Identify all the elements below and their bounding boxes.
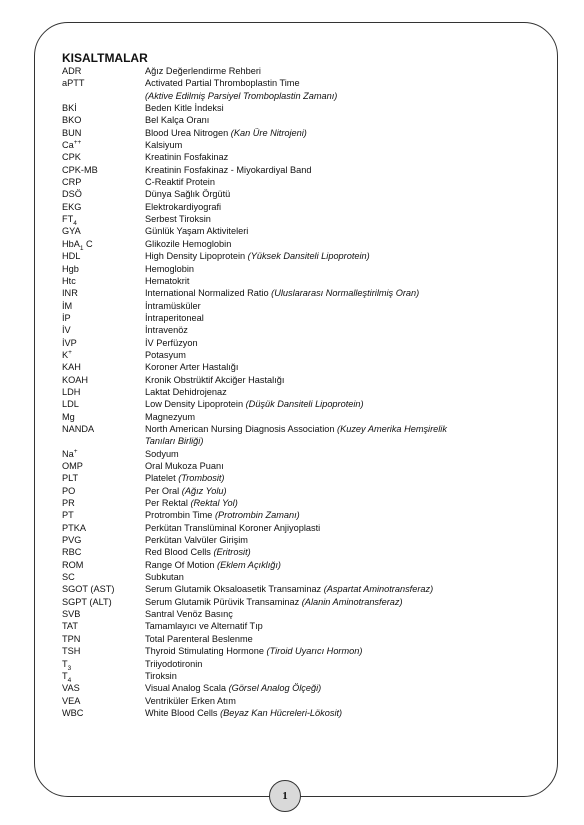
abbreviation-text: HDL	[62, 251, 81, 262]
abbreviation-definition	[145, 596, 532, 608]
abbreviation-text: DSÖ	[62, 189, 82, 200]
abbreviation-text: CRP	[62, 177, 82, 188]
abbreviation-text: LDH	[62, 386, 81, 397]
definition-text: Serum Glutamik Oksaloasetik Transaminaz	[145, 584, 324, 595]
abbreviation-superscript: +	[73, 447, 78, 455]
definition-text: Laktat Dehidrojenaz	[145, 386, 227, 397]
abbreviation-subscript: 4	[67, 676, 72, 684]
abbreviation-text: Ca	[62, 140, 74, 151]
abbreviation-definition	[145, 102, 532, 114]
abbreviation-term	[62, 164, 145, 176]
abbreviation-row	[62, 213, 532, 225]
section-heading: KISALTMALAR	[62, 51, 148, 65]
abbreviation-term	[62, 559, 145, 571]
abbreviation-definition	[145, 522, 532, 534]
definition-text: Activated Partial Thromboplastin Time	[145, 78, 300, 89]
abbreviation-row	[62, 312, 532, 324]
abbreviation-text: PO	[62, 485, 76, 496]
abbreviation-definition	[145, 411, 532, 423]
abbreviation-text: EKG	[62, 201, 82, 212]
abbreviation-text: Htc	[62, 275, 76, 286]
abbreviation-suffix: C	[83, 238, 93, 249]
abbreviation-term	[62, 65, 145, 77]
abbreviation-term	[62, 201, 145, 213]
definition-text: Elektrokardiyografi	[145, 201, 222, 212]
definition-translation-continued: (Aktive Edilmiş Parsiyel Tromboplastin Zamanı)	[145, 90, 338, 101]
abbreviation-text: T	[62, 658, 68, 669]
abbreviation-definition	[145, 423, 532, 448]
abbreviation-term	[62, 188, 145, 200]
abbreviation-definition	[145, 472, 532, 484]
abbreviation-definition	[145, 151, 532, 163]
abbreviation-row	[62, 583, 532, 595]
abbreviation-row	[62, 275, 532, 287]
page-number: 1	[282, 790, 288, 802]
abbreviation-term	[62, 707, 145, 719]
abbreviation-term	[62, 102, 145, 114]
abbreviation-row	[62, 287, 532, 299]
abbreviation-term	[62, 534, 145, 546]
abbreviation-row	[62, 534, 532, 546]
abbreviation-text: KOAH	[62, 374, 89, 385]
definition-translation: (Düşük Dansiteli Lipoprotein)	[245, 399, 364, 410]
definition-translation: (Yüksek Dansiteli Lipoprotein)	[247, 251, 370, 262]
abbreviation-text: PLT	[62, 473, 79, 484]
abbreviation-text: Hgb	[62, 263, 79, 274]
abbreviation-text: KAH	[62, 362, 81, 373]
abbreviation-row	[62, 225, 532, 237]
abbreviation-definition	[145, 250, 532, 262]
abbreviation-term	[62, 225, 145, 237]
definition-translation: (Rektal Yol)	[190, 498, 238, 509]
definition-text: Visual Analog Scala	[145, 683, 229, 694]
abbreviation-text: PR	[62, 498, 75, 509]
abbreviation-term	[62, 411, 145, 423]
definition-text: Kalsiyum	[145, 140, 183, 151]
abbreviation-text: NANDA	[62, 423, 95, 434]
abbreviation-definition	[145, 337, 532, 349]
abbreviation-text: PTKA	[62, 522, 86, 533]
abbreviation-text: BUN	[62, 127, 82, 138]
abbreviation-definition	[145, 546, 532, 558]
abbreviation-row	[62, 238, 532, 250]
definition-translation-continued: Tanıları Birliği)	[145, 436, 204, 447]
abbreviation-definition	[145, 448, 532, 460]
abbreviation-text: ROM	[62, 559, 84, 570]
abbreviation-row	[62, 77, 532, 102]
abbreviation-term	[62, 658, 145, 670]
abbreviation-term	[62, 263, 145, 275]
abbreviation-text: K	[62, 349, 69, 360]
abbreviation-text: SVB	[62, 609, 81, 620]
abbreviation-term	[62, 312, 145, 324]
abbreviation-row	[62, 645, 532, 657]
definition-text: Kronik Obstrüktif Akciğer Hastalığı	[145, 374, 285, 385]
definition-text: Koroner Arter Hastalığı	[145, 362, 239, 373]
abbreviation-definition	[145, 386, 532, 398]
definition-text: White Blood Cells	[145, 707, 221, 718]
abbreviation-row	[62, 151, 532, 163]
definition-translation: (Alanin Aminotransferaz)	[301, 596, 403, 607]
abbreviation-term	[62, 472, 145, 484]
definition-text: İntramüsküler	[145, 300, 201, 311]
definition-text: Hemoglobin	[145, 263, 195, 274]
abbreviation-term	[62, 620, 145, 632]
abbreviation-term	[62, 596, 145, 608]
definition-text: Hematokrit	[145, 275, 190, 286]
abbreviation-term	[62, 460, 145, 472]
abbreviation-text: aPTT	[62, 78, 85, 89]
abbreviation-text: FT	[62, 214, 74, 225]
definition-text: Range Of Motion	[145, 559, 218, 570]
definition-text: Thyroid Stimulating Hormone	[145, 646, 267, 657]
abbreviation-term	[62, 349, 145, 361]
abbreviation-row	[62, 411, 532, 423]
abbreviation-definition	[145, 139, 532, 151]
definition-text: Per Oral	[145, 485, 182, 496]
abbreviation-row	[62, 361, 532, 373]
abbreviation-term	[62, 213, 145, 225]
abbreviation-term	[62, 682, 145, 694]
abbreviation-definition	[145, 559, 532, 571]
definition-text: North American Nursing Diagnosis Association	[145, 423, 338, 434]
abbreviation-definition	[145, 114, 532, 126]
abbreviation-row	[62, 571, 532, 583]
definition-text: Triiyodotironin	[145, 658, 203, 669]
abbreviation-text: ADR	[62, 66, 82, 76]
abbreviation-term	[62, 139, 145, 151]
definition-text: Günlük Yaşam Aktiviteleri	[145, 226, 249, 237]
abbreviation-row	[62, 349, 532, 361]
abbreviation-term	[62, 485, 145, 497]
definition-text: Tamamlayıcı ve Alternatif Tıp	[145, 621, 263, 632]
definition-text: Red Blood Cells	[145, 547, 214, 558]
abbreviation-row	[62, 324, 532, 336]
abbreviation-row	[62, 127, 532, 139]
abbreviation-row	[62, 201, 532, 213]
definition-text: Protrombin Time	[145, 510, 215, 521]
abbreviation-row	[62, 176, 532, 188]
abbreviation-row	[62, 460, 532, 472]
abbreviation-text: PVG	[62, 535, 82, 546]
abbreviation-text: TPN	[62, 633, 81, 644]
abbreviation-definition	[145, 176, 532, 188]
abbreviation-row	[62, 670, 532, 682]
page-number-badge	[269, 780, 301, 812]
definition-text: Beden Kitle İndeksi	[145, 103, 224, 114]
definition-text: Total Parenteral Beslenme	[145, 633, 253, 644]
abbreviation-row	[62, 522, 532, 534]
abbreviation-subscript: 1	[79, 244, 84, 252]
abbreviation-text: SC	[62, 572, 75, 583]
abbreviation-row	[62, 114, 532, 126]
abbreviation-definition	[145, 583, 532, 595]
definition-text: İV Perfüzyon	[145, 337, 198, 348]
abbreviation-row	[62, 188, 532, 200]
abbreviation-term	[62, 645, 145, 657]
definition-translation: (Ağız Yolu)	[181, 485, 227, 496]
abbreviation-definition	[145, 324, 532, 336]
abbreviation-definition	[145, 670, 532, 682]
definition-text: İntraperitoneal	[145, 312, 204, 323]
abbreviation-row	[62, 65, 532, 77]
definition-text: Subkutan	[145, 572, 184, 583]
abbreviation-term	[62, 238, 145, 250]
abbreviation-text: T	[62, 670, 68, 681]
abbreviation-text: PT	[62, 510, 74, 521]
definition-text: Glikozile Hemoglobin	[145, 238, 232, 249]
definition-text: Perkütan Translüminal Koroner Anjiyoplasti	[145, 522, 321, 533]
definition-text: Ventriküler Erken Atım	[145, 695, 236, 706]
abbreviation-definition	[145, 682, 532, 694]
abbreviation-text: SGOT (AST)	[62, 584, 115, 595]
abbreviation-definition	[145, 497, 532, 509]
abbreviation-definition	[145, 287, 532, 299]
definition-text: Serbest Tiroksin	[145, 214, 211, 225]
abbreviation-term	[62, 324, 145, 336]
abbreviation-subscript: 4	[73, 219, 77, 227]
abbreviation-definition	[145, 485, 532, 497]
definition-text: Sodyum	[145, 448, 179, 459]
abbreviation-row	[62, 596, 532, 608]
abbreviation-text: BKO	[62, 115, 82, 126]
abbreviation-term	[62, 77, 145, 102]
abbreviation-row	[62, 263, 532, 275]
abbreviation-row	[62, 250, 532, 262]
definition-translation: (Aspartat Aminotransferaz)	[323, 584, 434, 595]
definition-text: International Normalized Ratio	[145, 288, 272, 299]
abbreviation-text: CPK-MB	[62, 164, 98, 175]
abbreviation-term	[62, 583, 145, 595]
definition-text: Kreatinin Fosfakinaz	[145, 152, 229, 163]
abbreviation-text: HbA	[62, 238, 80, 249]
abbreviation-definition	[145, 201, 532, 213]
abbreviation-row	[62, 448, 532, 460]
abbreviation-text: SGPT (ALT)	[62, 596, 112, 607]
abbreviation-superscript: +	[68, 348, 72, 356]
abbreviation-text: OMP	[62, 461, 83, 471]
abbreviation-term	[62, 608, 145, 620]
abbreviation-definition	[145, 695, 532, 707]
abbreviation-row	[62, 300, 532, 312]
abbreviation-text: İVP	[62, 337, 77, 348]
abbreviation-row	[62, 546, 532, 558]
abbreviation-text: Na	[62, 448, 74, 459]
definition-text: C-Reaktif Protein	[145, 177, 215, 188]
definition-text: Low Density Lipoprotein	[145, 399, 246, 410]
abbreviation-text: İP	[62, 312, 71, 323]
abbreviation-term	[62, 361, 145, 373]
abbreviation-row	[62, 559, 532, 571]
abbreviation-term	[62, 522, 145, 534]
abbreviations-section	[62, 52, 532, 719]
abbreviation-term	[62, 670, 145, 682]
abbreviation-term	[62, 633, 145, 645]
abbreviation-definition	[145, 645, 532, 657]
abbreviation-definition	[145, 275, 532, 287]
abbreviation-definition	[145, 164, 532, 176]
definition-text: Oral Mukoza Puanı	[145, 461, 224, 471]
abbreviation-text: İM	[62, 300, 73, 311]
definition-text: Tiroksin	[145, 670, 177, 681]
abbreviation-row	[62, 695, 532, 707]
abbreviation-text: RBC	[62, 547, 82, 558]
abbreviation-row	[62, 497, 532, 509]
abbreviation-term	[62, 695, 145, 707]
definition-translation: (Uluslararası Normalleştirilmiş Oran)	[271, 288, 420, 299]
abbreviation-row	[62, 423, 532, 448]
abbreviation-row	[62, 509, 532, 521]
abbreviation-row	[62, 164, 532, 176]
abbreviation-subscript: 3	[67, 664, 72, 672]
abbreviation-term	[62, 509, 145, 521]
abbreviation-row	[62, 398, 532, 410]
definition-translation: (Beyaz Kan Hücreleri-Lökosit)	[220, 707, 343, 718]
abbreviation-row	[62, 707, 532, 719]
abbreviation-definition	[145, 213, 532, 225]
abbreviation-definition	[145, 349, 532, 361]
abbreviation-text: VEA	[62, 695, 81, 706]
abbreviation-text: VAS	[62, 683, 80, 694]
abbreviation-row	[62, 633, 532, 645]
definition-text: Dünya Sağlık Örgütü	[145, 189, 231, 200]
abbreviation-text: İV	[62, 325, 71, 336]
abbreviation-term	[62, 546, 145, 558]
abbreviation-definition	[145, 312, 532, 324]
abbreviation-term	[62, 337, 145, 349]
definition-translation: (Kuzey Amerika Hemşirelik	[337, 423, 447, 434]
abbreviation-term	[62, 386, 145, 398]
definition-text: Blood Urea Nitrogen	[145, 127, 231, 138]
abbreviation-term	[62, 114, 145, 126]
definition-text: Santral Venöz Basınç	[145, 609, 233, 620]
abbreviation-row	[62, 386, 532, 398]
abbreviation-term	[62, 398, 145, 410]
abbreviation-superscript: ++	[73, 139, 82, 146]
definition-translation: (Kan Üre Nitrojeni)	[230, 127, 307, 138]
abbreviation-definition	[145, 509, 532, 521]
abbreviation-term	[62, 275, 145, 287]
definition-text: Platelet	[145, 473, 179, 484]
definition-text: Kreatinin Fosfakinaz - Miyokardiyal Band	[145, 164, 312, 175]
definition-translation: (Görsel Analog Ölçeği)	[228, 683, 322, 694]
abbreviation-definition	[145, 300, 532, 312]
abbreviation-row	[62, 139, 532, 151]
abbreviation-definition	[145, 65, 532, 77]
definition-text: Ağız Değerlendirme Rehberi	[145, 66, 261, 76]
abbreviation-row	[62, 102, 532, 114]
abbreviation-term	[62, 250, 145, 262]
abbreviation-term	[62, 448, 145, 460]
abbreviation-term	[62, 176, 145, 188]
definition-text: Bel Kalça Oranı	[145, 115, 210, 126]
abbreviation-text: CPK	[62, 152, 81, 163]
abbreviation-row	[62, 608, 532, 620]
abbreviation-text: INR	[62, 288, 78, 299]
definition-text: Per Rektal	[145, 498, 191, 509]
abbreviation-term	[62, 151, 145, 163]
abbreviation-term	[62, 571, 145, 583]
abbreviation-definition	[145, 460, 532, 472]
abbreviation-definition	[145, 361, 532, 373]
abbreviation-text: WBC	[62, 707, 84, 718]
abbreviation-text: Mg	[62, 411, 75, 422]
abbreviation-row	[62, 682, 532, 694]
abbreviation-row	[62, 472, 532, 484]
definition-translation: (Eklem Açıklığı)	[217, 559, 281, 570]
definition-text: Serum Glutamik Pürüvik Transaminaz	[145, 596, 302, 607]
abbreviation-definition	[145, 633, 532, 645]
abbreviation-definition	[145, 398, 532, 410]
abbreviation-definition	[145, 571, 532, 583]
abbreviation-row	[62, 658, 532, 670]
abbreviation-row	[62, 374, 532, 386]
abbreviation-row	[62, 337, 532, 349]
abbreviation-definition	[145, 238, 532, 250]
abbreviation-term	[62, 497, 145, 509]
abbreviation-text: GYA	[62, 226, 81, 237]
definition-translation: (Tiroid Uyarıcı Hormon)	[266, 646, 363, 657]
definition-text: High Density Lipoprotein	[145, 251, 248, 262]
abbreviation-text: LDL	[62, 399, 79, 410]
abbreviation-text: TSH	[62, 646, 81, 657]
abbreviation-text: BKİ	[62, 103, 77, 114]
abbreviation-definition	[145, 620, 532, 632]
definition-translation: (Protrombin Zamanı)	[214, 510, 300, 521]
abbreviation-term	[62, 287, 145, 299]
abbreviation-row	[62, 485, 532, 497]
abbreviation-text: TAT	[62, 621, 78, 632]
abbreviation-term	[62, 423, 145, 448]
definition-text: Magnezyum	[145, 411, 196, 422]
abbreviation-definition	[145, 658, 532, 670]
abbreviation-definition	[145, 188, 532, 200]
definition-text: Perkütan Valvüler Girişim	[145, 535, 248, 546]
abbreviation-definition	[145, 534, 532, 546]
abbreviation-definition	[145, 263, 532, 275]
abbreviation-definition	[145, 225, 532, 237]
abbreviation-definition	[145, 608, 532, 620]
definition-text: İntravenöz	[145, 325, 188, 336]
abbreviation-term	[62, 127, 145, 139]
abbreviation-definition	[145, 374, 532, 386]
abbreviation-definition	[145, 707, 532, 719]
abbreviation-definition	[145, 77, 532, 102]
abbreviation-list	[62, 65, 532, 719]
abbreviation-row	[62, 620, 532, 632]
definition-translation: (Trombosit)	[178, 473, 225, 484]
definition-translation: (Eritrosit)	[213, 547, 251, 558]
abbreviation-term	[62, 300, 145, 312]
abbreviation-term	[62, 374, 145, 386]
abbreviation-definition	[145, 127, 532, 139]
definition-text: Potasyum	[145, 349, 186, 360]
